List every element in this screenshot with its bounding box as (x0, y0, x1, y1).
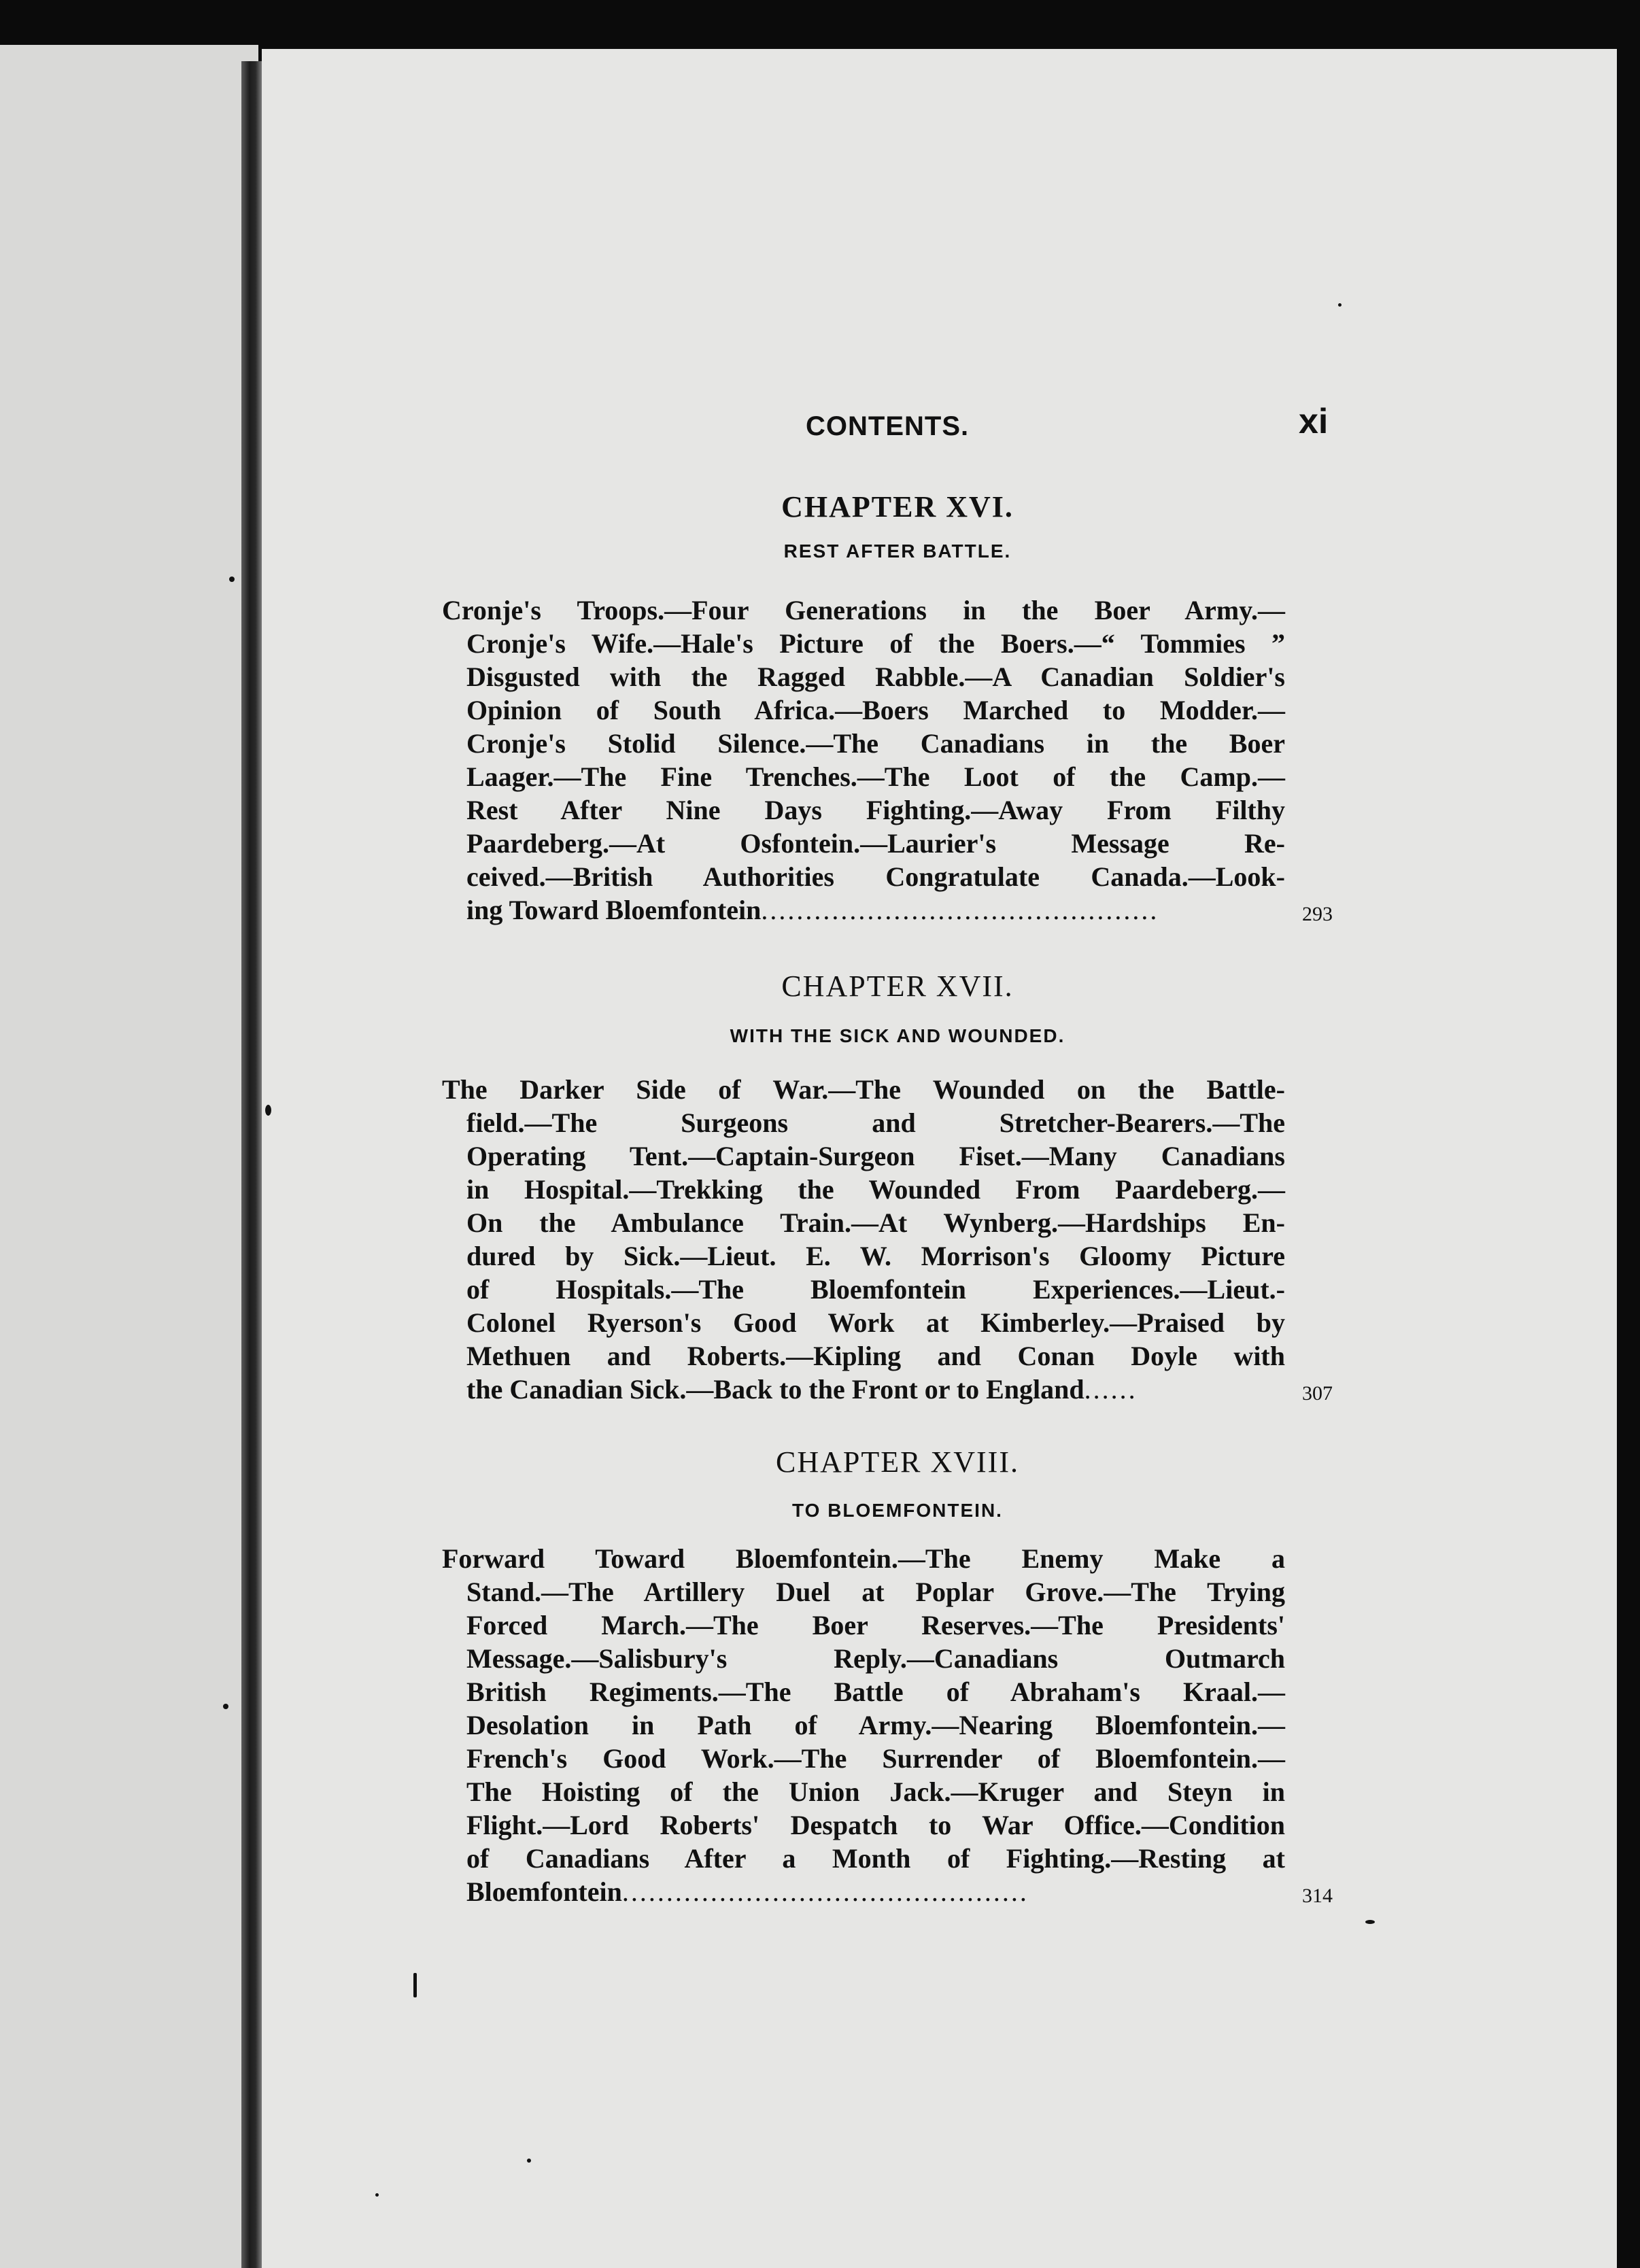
summary-line-text: Bloemfontein (466, 1876, 622, 1907)
margin-speck (265, 1105, 271, 1116)
chapter-summary (442, 594, 1285, 927)
summary-line: Laager.—The Fine Trenches.—The Loot of the Camp.— (466, 761, 1285, 792)
summary-line: Colonel Ryerson's Good Work at Kimberley.—Praised by (466, 1307, 1285, 1338)
summary-line: dured by Sick.—Lieut. E. W. Morrison's Gloomy Picture (466, 1241, 1285, 1271)
summary-line: Paardeberg.—At Osfontein.—Laurier's Message Re- (466, 828, 1285, 859)
page-folio: xi (1299, 402, 1329, 441)
summary-line: Operating Tent.—Captain-Surgeon Fiset.—Many Canadians (466, 1141, 1285, 1171)
summary-line: The Darker Side of War.—The Wounded on the Battle- (442, 1074, 1285, 1105)
summary-line: in Hospital.—Trekking the Wounded From Paardeberg.— (466, 1174, 1285, 1205)
page-number: 307 (1302, 1382, 1333, 1405)
summary-line (442, 1875, 1285, 1908)
dot-leader: .............................................. (621, 1876, 1029, 1907)
margin-speck (1365, 1920, 1375, 1924)
margin-speck (527, 2159, 531, 2163)
margin-speck (375, 2193, 379, 2197)
margin-speck (223, 1704, 228, 1709)
chapter-summary (442, 1542, 1285, 1908)
summary-line: Message.—Salisbury's Reply.—Canadians Outmarch (466, 1643, 1285, 1674)
page-number: 314 (1302, 1885, 1333, 1907)
chapter-summary (442, 1073, 1285, 1406)
summary-line: Disgusted with the Ragged Rabble.—A Canadian Soldier's (466, 662, 1285, 692)
summary-line: Stand.—The Artillery Duel at Poplar Grove.—The Trying (466, 1577, 1285, 1607)
summary-line: Cronje's Troops.—Four Generations in the Boer Army.— (442, 595, 1285, 625)
summary-line: French's Good Work.—The Surrender of Bloemfontein.— (466, 1743, 1285, 1774)
summary-line: Forced March.—The Boer Reserves.—The Presidents' (466, 1610, 1285, 1640)
page-number: 293 (1302, 903, 1333, 925)
facing-page-edge (0, 45, 258, 2268)
scan-top-border (0, 0, 1640, 48)
chapter-subtitle: TO BLOEMFONTEIN. (792, 1500, 1003, 1521)
chapter-heading: CHAPTER XVIII. (776, 1445, 1019, 1479)
summary-line: Opinion of South Africa.—Boers Marched to Modder.— (466, 695, 1285, 725)
chapter-heading: CHAPTER XVII. (781, 969, 1014, 1003)
summary-line: Flight.—Lord Roberts' Despatch to War Office.—Condition (466, 1810, 1285, 1840)
summary-line: British Regiments.—The Battle of Abraham's Kraal.— (466, 1677, 1285, 1707)
chapter-subtitle: REST AFTER BATTLE. (783, 540, 1012, 562)
summary-line: Rest After Nine Days Fighting.—Away From Filthy (466, 795, 1285, 825)
chapter-heading: CHAPTER XVI. (781, 490, 1014, 523)
dot-leader: ...... (1084, 1374, 1138, 1405)
margin-speck (413, 1973, 417, 1997)
summary-line: On the Ambulance Train.—At Wynberg.—Hardships En- (466, 1207, 1285, 1238)
summary-line-text: ing Toward Bloemfontein (466, 895, 762, 925)
summary-line: of Hospitals.—The Bloemfontein Experiences.—Lieut.- (466, 1274, 1285, 1305)
scan-right-border (1617, 48, 1640, 2268)
running-head: CONTENTS. (806, 411, 970, 441)
chapter-subtitle: WITH THE SICK AND WOUNDED. (730, 1025, 1065, 1046)
summary-line: field.—The Surgeons and Stretcher-Bearers.—The (466, 1107, 1285, 1138)
summary-line-text: the Canadian Sick.—Back to the Front or to England (466, 1374, 1084, 1405)
summary-line: ceived.—British Authorities Congratulate Canada.—Look- (466, 861, 1285, 892)
dot-leader: ............................................. (761, 895, 1159, 925)
summary-line: Cronje's Stolid Silence.—The Canadians in the Boer (466, 728, 1285, 759)
summary-line: of Canadians After a Month of Fighting.—Resting at (466, 1843, 1285, 1874)
summary-line: Forward Toward Bloemfontein.—The Enemy Make a (442, 1543, 1285, 1574)
summary-line: Desolation in Path of Army.—Nearing Bloemfontein.— (466, 1710, 1285, 1740)
summary-line (442, 893, 1285, 927)
book-gutter (241, 61, 262, 2268)
margin-speck (229, 577, 235, 582)
summary-line: Methuen and Roberts.—Kipling and Conan Doyle with (466, 1341, 1285, 1371)
summary-line: The Hoisting of the Union Jack.—Kruger and Steyn in (466, 1776, 1285, 1807)
summary-line (442, 1373, 1285, 1406)
margin-speck (1338, 303, 1342, 307)
summary-line: Cronje's Wife.—Hale's Picture of the Boers.—“ Tommies ” (466, 628, 1285, 659)
